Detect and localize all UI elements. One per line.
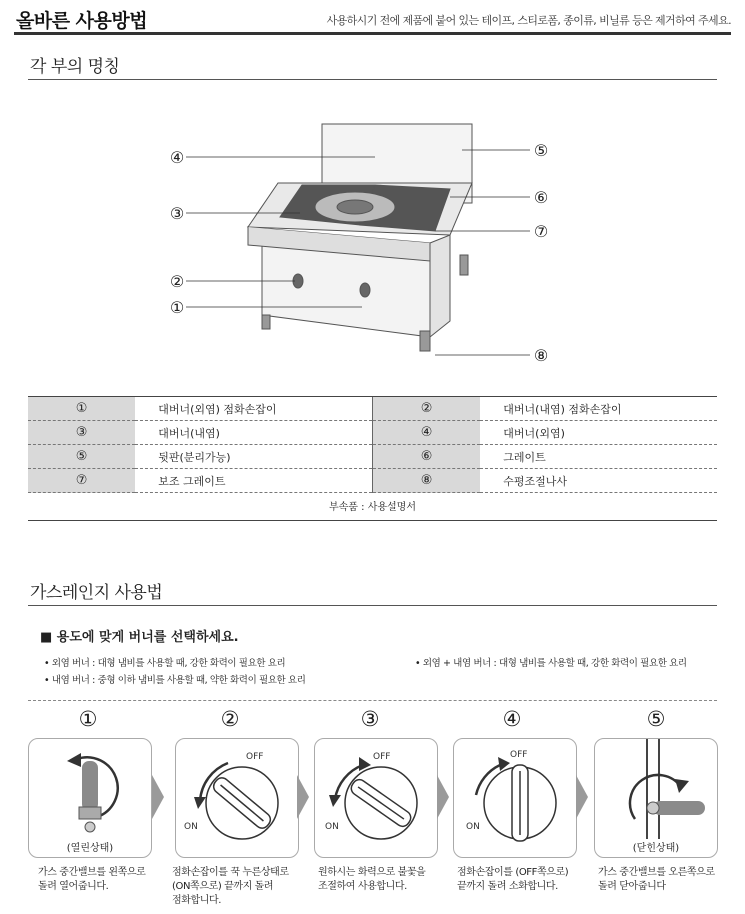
step-number: ② xyxy=(220,707,240,731)
caption-line: 돌려 닫아줍니다 xyxy=(598,881,666,892)
callout-4: ④ xyxy=(169,148,185,167)
caption-line: (ON쪽으로) 끝까지 돌려 xyxy=(172,881,274,892)
caption-line: 가스 중간밸브를 왼쪽으로 xyxy=(38,867,146,878)
caption-line: 가스 중간밸브를 오른쪽으로 xyxy=(598,867,715,878)
part-name: 그레이트 xyxy=(480,445,717,469)
knob-off-icon xyxy=(454,739,576,857)
caption-line: 끝까지 돌려 소화합니다. xyxy=(457,881,558,892)
header-note: 사용하시기 전에 제품에 붙어 있는 테이프, 스티로폼, 종이류, 비닐류 등은 제거하여 주세요. xyxy=(326,14,731,27)
callout-7: ⑦ xyxy=(533,222,549,241)
usage-section-divider xyxy=(28,605,717,606)
bullet-outer-burner: • 외염 버너 : 대형 냄비를 사용할 때, 강한 화력이 필요한 요리 xyxy=(44,658,286,669)
knob-adjust-icon xyxy=(315,739,437,857)
valve-open-icon xyxy=(29,739,151,857)
bullet-both-burners: • 외염 + 내염 버너 : 대형 냄비를 사용할 때, 강한 화력이 필요한 요리 xyxy=(415,658,687,669)
table-row xyxy=(28,469,717,493)
step-caption xyxy=(38,866,145,894)
part-name: 대버너(외염) xyxy=(480,421,717,445)
step-arrow-icon xyxy=(576,775,588,819)
part-num: ⑤ xyxy=(28,445,135,469)
page-title: 올바른 사용방법 xyxy=(16,10,148,32)
gas-range-illustration xyxy=(150,115,570,375)
step-card-valve-closed xyxy=(594,738,718,858)
step-caption xyxy=(318,866,425,894)
step-number: ① xyxy=(78,707,98,731)
step-number: ③ xyxy=(360,707,380,731)
caption-line: 점화합니다. xyxy=(172,895,222,906)
step-caption xyxy=(598,866,715,894)
dashed-divider xyxy=(28,700,717,701)
part-name: 뒷판(분리가능) xyxy=(135,445,372,469)
off-label: OFF xyxy=(373,752,391,762)
knob-ignite-icon xyxy=(176,739,298,857)
valve-closed-icon xyxy=(595,739,717,857)
table-row xyxy=(28,445,717,469)
step-card-ignite xyxy=(175,738,299,858)
caption-line: 점화손잡이를 꾹 누른상태로 xyxy=(172,867,289,878)
part-num: ⑧ xyxy=(372,469,480,493)
usage-section-title: 가스레인지 사용법 xyxy=(30,583,163,603)
step-caption xyxy=(457,866,568,894)
usage-subtitle: ■ 용도에 맞게 버너를 선택하세요. xyxy=(40,630,239,645)
off-label: OFF xyxy=(510,750,528,760)
caption-line: 점화손잡이를 (OFF쪽으로) xyxy=(457,867,569,878)
on-label: ON xyxy=(466,822,480,832)
part-num: ⑦ xyxy=(28,469,135,493)
part-num: ③ xyxy=(28,421,135,445)
valve-open-label: (열린상태) xyxy=(66,843,114,854)
step-card-valve-open xyxy=(28,738,152,858)
caption-line: 돌려 열어줍니다. xyxy=(38,881,109,892)
part-name: 보조 그레이트 xyxy=(135,469,372,493)
step-arrow-icon xyxy=(297,775,309,819)
part-num: ⑥ xyxy=(372,445,480,469)
part-name: 수평조절나사 xyxy=(480,469,717,493)
caption-line: 원하시는 화력으로 불꽃을 xyxy=(318,867,426,878)
callout-8: ⑧ xyxy=(533,346,549,365)
callout-6: ⑥ xyxy=(533,188,549,207)
parts-table xyxy=(28,396,717,493)
table-row xyxy=(28,397,717,421)
part-num: ① xyxy=(28,397,135,421)
parts-section-divider xyxy=(28,79,717,80)
on-label: ON xyxy=(184,822,198,832)
part-num: ④ xyxy=(372,421,480,445)
table-row xyxy=(28,421,717,445)
part-name: 대버너(내염) xyxy=(135,421,372,445)
bullet-inner-burner: • 내염 버너 : 중형 이하 냄비를 사용할 때, 약한 화력이 필요한 요리 xyxy=(44,675,306,686)
part-name: 대버너(내염) 점화손잡이 xyxy=(480,397,717,421)
callout-1: ① xyxy=(169,298,185,317)
step-number: ④ xyxy=(502,707,522,731)
off-label: OFF xyxy=(246,752,264,762)
step-card-adjust xyxy=(314,738,438,858)
callout-3: ③ xyxy=(169,204,185,223)
part-name: 대버너(외염) 점화손잡이 xyxy=(135,397,372,421)
step-number: ⑤ xyxy=(646,707,666,731)
header-divider xyxy=(14,32,731,35)
callout-2: ② xyxy=(169,272,185,291)
parts-section-title: 각 부의 명칭 xyxy=(30,57,120,77)
callout-5: ⑤ xyxy=(533,141,549,160)
step-arrow-icon xyxy=(437,775,449,819)
step-arrow-icon xyxy=(152,775,164,819)
accessory-note: 부속품 : 사용설명서 xyxy=(28,496,717,521)
on-label: ON xyxy=(325,822,339,832)
step-card-extinguish xyxy=(453,738,577,858)
step-caption xyxy=(172,866,289,908)
valve-closed-label: (닫힌상태) xyxy=(632,843,680,854)
caption-line: 조절하여 사용합니다. xyxy=(318,881,407,892)
part-num: ② xyxy=(372,397,480,421)
